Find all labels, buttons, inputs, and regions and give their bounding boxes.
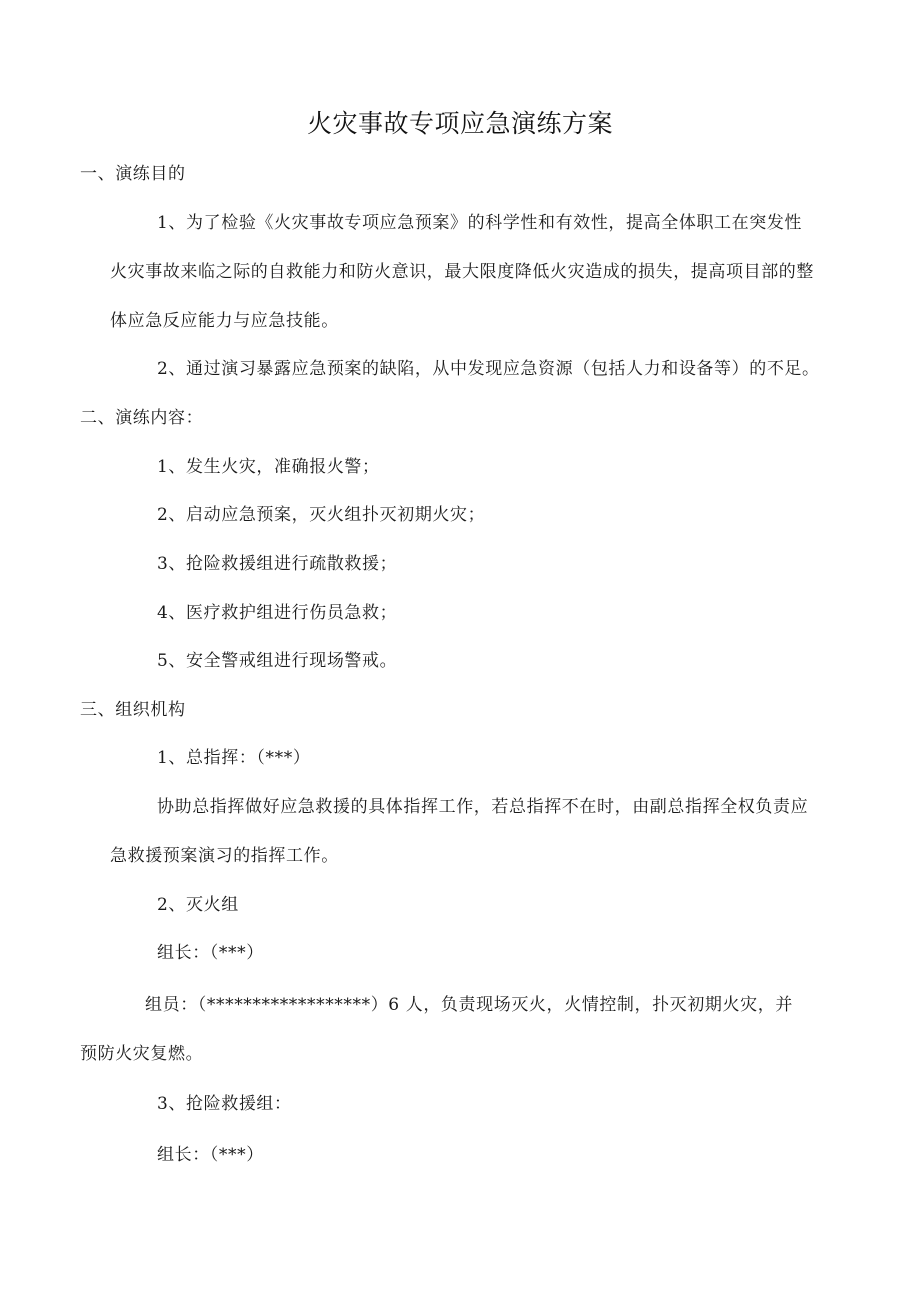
paragraph-purpose-1-line-3: 体应急反应能力与应急技能。 [110,311,339,331]
org-rescue-group-heading: 3、抢险救援组： [157,1094,292,1114]
org-chief-commander: 1、总指挥：（***） [157,748,311,768]
paragraph-purpose-1-line-1: 1、为了检验《火灾事故专项应急预案》的科学性和有效性，提高全体职工在突发性 [157,213,803,233]
list-item-content-1: 1、发生火灾，准确报火警； [157,457,380,477]
document-title: 火灾事故专项应急演练方案 [306,109,613,138]
org-fire-group-heading: 2、灭火组 [157,895,239,915]
list-item-content-2: 2、启动应急预案，灭火组扑灭初期火灾； [157,505,486,525]
section-heading-content: 二、演练内容： [80,408,204,428]
list-item-content-5: 5、安全警戒组进行现场警戒。 [157,651,398,671]
org-fire-group-members-line-1: 组员：（******************）6 人，负责现场灭火，火情控制，扑灭初期火灾，并 [145,995,793,1015]
paragraph-purpose-2: 2、通过演习暴露应急预案的缺陷，从中发现应急资源（包括人力和设备等）的不足。 [157,359,820,379]
section-heading-purpose: 一、演练目的 [80,164,186,184]
list-item-content-4: 4、医疗救护组进行伤员急救； [157,603,398,623]
org-chief-desc-line-2: 急救援预案演习的指挥工作。 [110,846,339,866]
org-rescue-group-leader: 组长：（***） [157,1145,264,1165]
org-chief-desc-line-1: 协助总指挥做好应急救援的具体指挥工作，若总指挥不在时，由副总指挥全权负责应 [157,797,809,817]
list-item-content-3: 3、抢险救援组进行疏散救援； [157,554,398,574]
org-fire-group-leader: 组长：（***） [157,943,264,963]
paragraph-purpose-1-line-2: 火灾事故来临之际的自救能力和防火意识，最大限度降低火灾造成的损失，提高项目部的整 [110,262,814,282]
org-fire-group-members-line-2: 预防火灾复燃。 [80,1044,204,1064]
section-heading-organization: 三、组织机构 [80,700,186,720]
